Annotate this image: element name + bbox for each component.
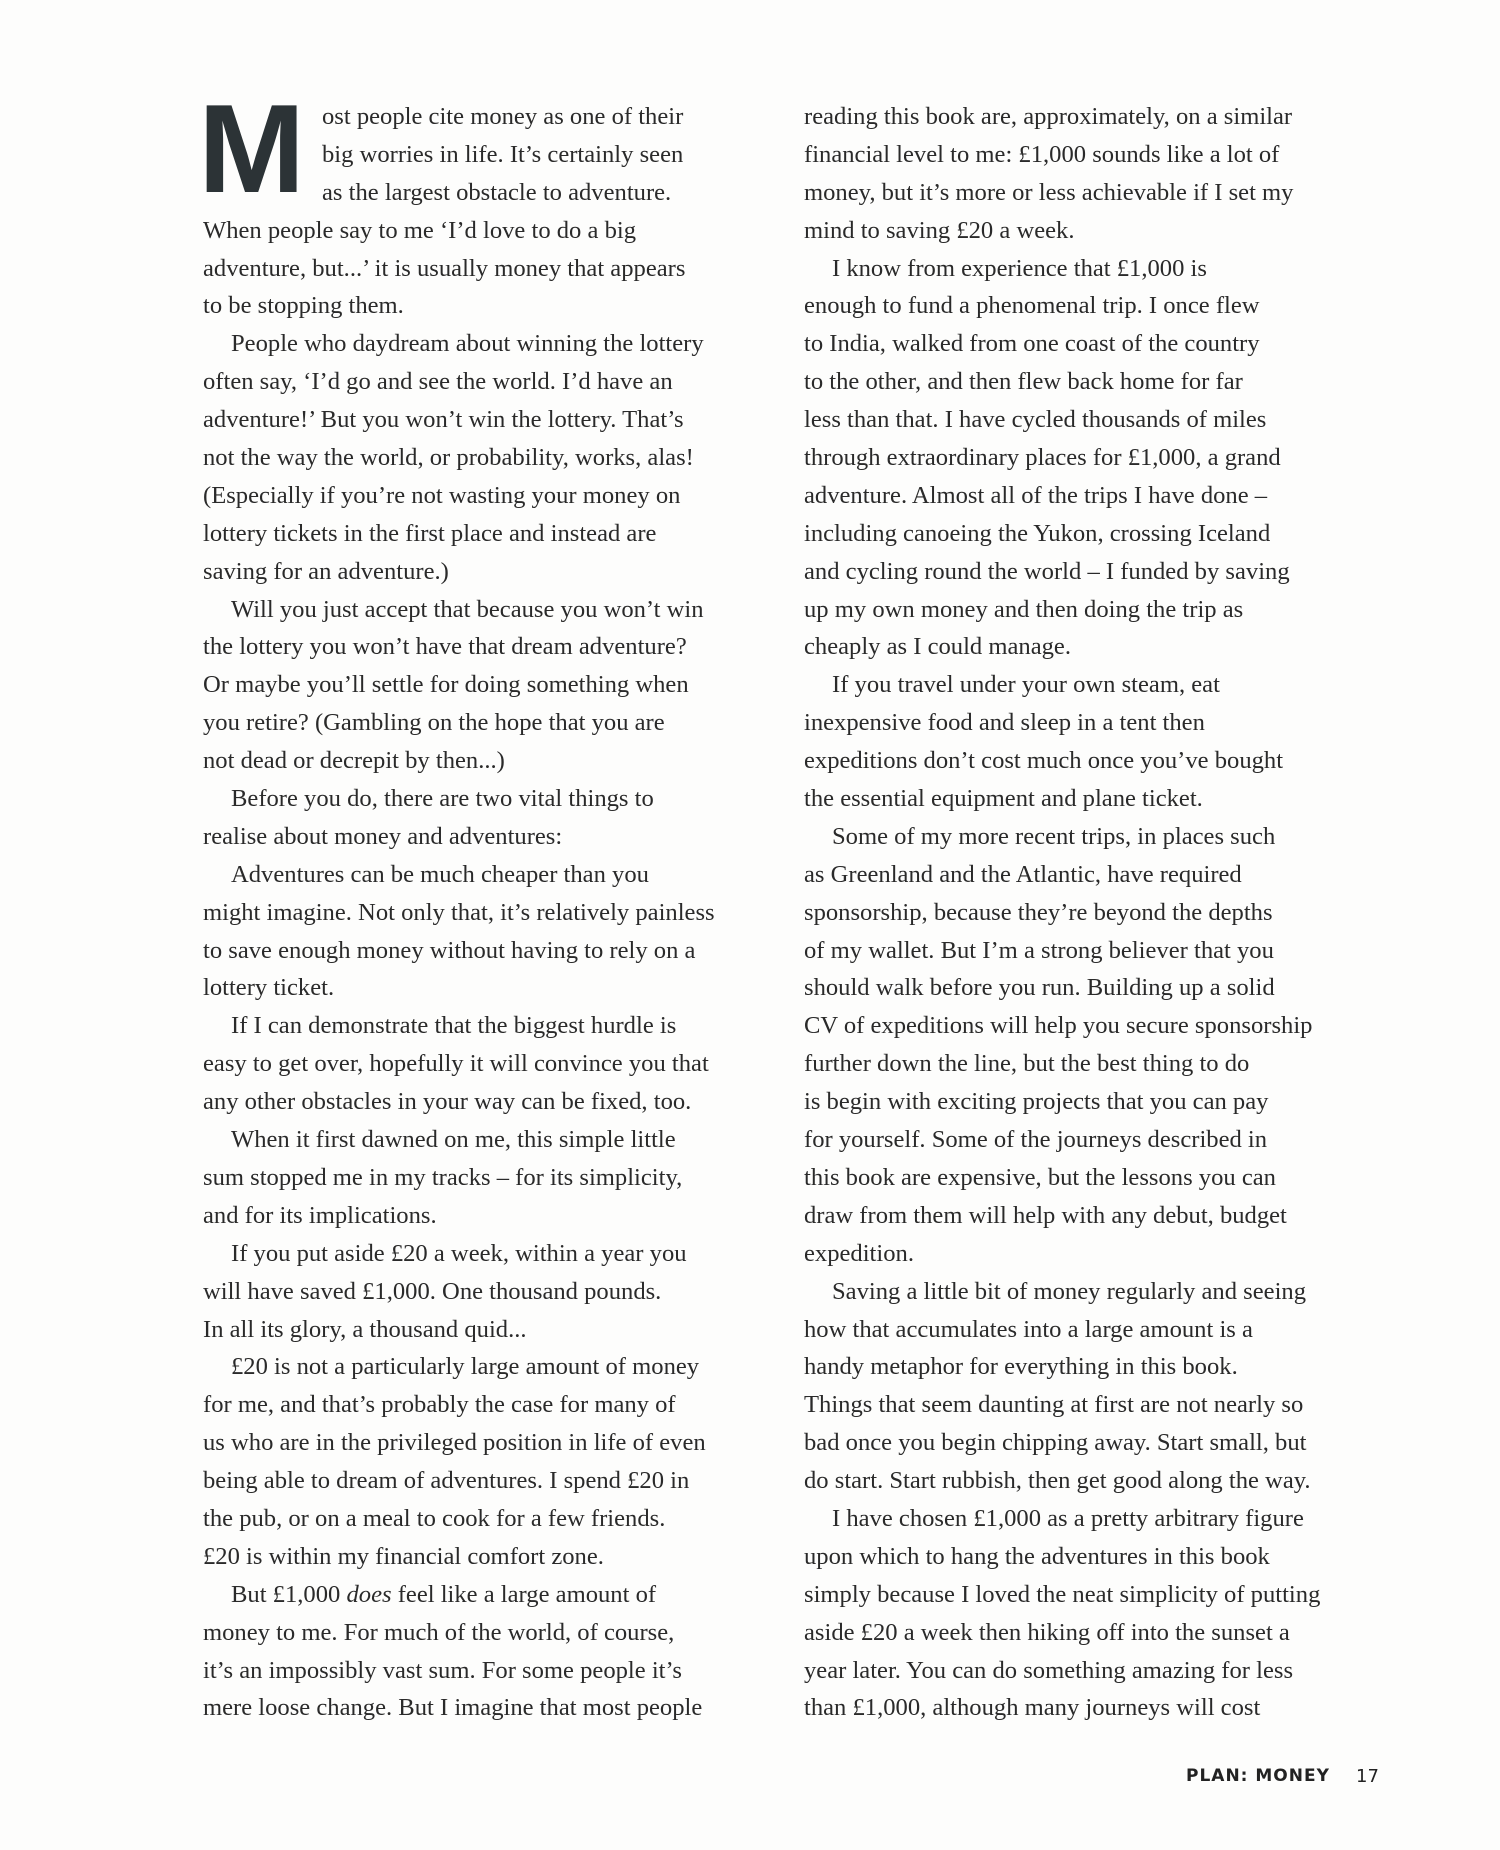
text-line [203,628,783,666]
text-line [804,591,1384,629]
text-line [804,969,1384,1007]
text-line [203,742,783,780]
line-text: People who daydream about winning the lottery [231,330,704,358]
text-line [203,1121,783,1159]
line-text: than £1,000, although many journeys will cost [804,1694,1261,1722]
line-text: financial level to me: £1,000 sounds like a lot of [804,140,1280,168]
line-text: feel like a large amount of [391,1580,657,1608]
text-line [804,553,1384,591]
text-line [203,174,783,212]
line-text: lottery tickets in the first place and instead are [203,519,657,547]
text-line [203,1007,783,1045]
line-text: enough to fund a phenomenal trip. I once flew [804,292,1260,320]
text-line [203,212,783,250]
line-text: adventure. Almost all of the trips I have done – [804,481,1268,509]
line-text: and cycling round the world – I funded by saving [804,557,1290,585]
line-text: for me, and that’s probably the case for many of [203,1391,676,1419]
text-line [804,856,1384,894]
line-text: easy to get over, hopefully it will convince you that [203,1050,709,1078]
text-line [203,1083,783,1121]
line-text: not dead or decrepit by then...) [203,747,505,775]
line-text: But £1,000 [231,1580,347,1608]
line-text: less than that. I have cycled thousands of miles [804,406,1267,434]
text-line [203,250,783,288]
text-line [203,894,783,932]
line-text: Things that seem daunting at first are not nearly so [804,1391,1304,1419]
text-line [804,212,1384,250]
line-text: saving for an adventure.) [203,557,449,585]
line-text: money to me. For much of the world, of course, [203,1618,675,1646]
line-text: often say, ‘I’d go and see the world. I’d have an [203,368,673,396]
line-text: £20 is not a particularly large amount of money [231,1353,700,1381]
text-line [804,1500,1384,1538]
line-text: the lottery you won’t have that dream adventure? [203,633,687,661]
text-line [804,704,1384,742]
line-text: not the way the world, or probability, works, alas! [203,444,694,472]
text-line [203,1424,783,1462]
text-line [804,628,1384,666]
page-number: 17 [1356,1766,1379,1787]
text-line [804,287,1384,325]
line-text: for yourself. Some of the journeys described in [804,1126,1268,1154]
line-text: draw from them will help with any debut, budget [804,1201,1287,1229]
text-line [203,1311,783,1349]
text-line [203,1500,783,1538]
text-line [203,969,783,1007]
line-text: any other obstacles in your way can be fixed, too. [203,1088,692,1116]
line-text: Before you do, there are two vital things to [231,785,654,813]
text-line [804,174,1384,212]
line-text: adventure, but...’ it is usually money that appears [203,254,686,282]
text-line [203,363,783,401]
line-text: year later. You can do something amazing for less [804,1656,1294,1684]
text-line [203,401,783,439]
line-text: as the largest obstacle to adventure. [322,178,672,206]
text-line [203,1538,783,1576]
text-line [804,477,1384,515]
text-line [804,742,1384,780]
text-line [804,780,1384,818]
text-line [203,439,783,477]
line-text: lottery ticket. [203,974,335,1002]
text-line [804,1273,1384,1311]
line-text: Or maybe you’ll settle for doing something when [203,671,689,699]
text-line [203,780,783,818]
line-text: bad once you begin chipping away. Start small, but [804,1429,1307,1457]
text-line [804,1614,1384,1652]
line-text: In all its glory, a thousand quid... [203,1315,527,1343]
text-line [203,1689,783,1727]
text-line [804,1235,1384,1273]
text-line [203,515,783,553]
text-line [804,1007,1384,1045]
line-text: inexpensive food and sleep in a tent then [804,709,1205,737]
line-text: money, but it’s more or less achievable if I set my [804,178,1294,206]
text-line [203,1576,783,1614]
text-line [203,1652,783,1690]
text-line [804,401,1384,439]
line-text: expedition. [804,1239,914,1267]
text-line [804,136,1384,174]
right-column [804,98,1384,1727]
line-text: sponsorship, because they’re beyond the depths [804,898,1273,926]
text-line [203,1462,783,1500]
text-line [203,553,783,591]
text-line [804,515,1384,553]
line-text: including canoeing the Yukon, crossing Iceland [804,519,1271,547]
line-text: it’s an impossibly vast sum. For some people it’s [203,1656,682,1684]
text-line [203,704,783,742]
line-text: being able to dream of adventures. I spend £20 in [203,1467,690,1495]
line-text: When it first dawned on me, this simple little [231,1126,676,1154]
text-line [203,1197,783,1235]
line-text: I know from experience that £1,000 is [832,254,1207,282]
line-text: the pub, or on a meal to cook for a few friends. [203,1504,666,1532]
line-text: the essential equipment and plane ticket. [804,785,1203,813]
text-line [804,250,1384,288]
text-line [804,894,1384,932]
line-text: realise about money and adventures: [203,822,563,850]
line-text: big worries in life. It’s certainly seen [322,140,684,168]
running-footer-section: PLAN: MONEY [1186,1766,1330,1786]
line-text: will have saved £1,000. One thousand pounds. [203,1277,662,1305]
line-text: up my own money and then doing the trip as [804,595,1244,623]
line-text: When people say to me ‘I’d love to do a big [203,216,636,244]
line-text: upon which to hang the adventures in this book [804,1542,1270,1570]
line-text: sum stopped me in my tracks – for its simplicity, [203,1163,683,1191]
text-line [804,1538,1384,1576]
line-text: to the other, and then flew back home for far [804,368,1243,396]
line-text: is begin with exciting projects that you can pay [804,1088,1269,1116]
line-text: If you travel under your own steam, eat [832,671,1220,699]
line-text: us who are in the privileged position in life of even [203,1429,706,1457]
text-line [203,325,783,363]
text-line [804,1311,1384,1349]
text-line [203,1348,783,1386]
line-text: If I can demonstrate that the biggest hurdle is [231,1012,677,1040]
text-line [203,856,783,894]
text-line [203,1386,783,1424]
text-line [203,666,783,704]
left-column [203,98,783,1727]
line-text: to save enough money without having to rely on a [203,936,696,964]
text-line [203,1159,783,1197]
text-line [203,591,783,629]
text-line [804,1462,1384,1500]
text-line [804,666,1384,704]
line-text: I have chosen £1,000 as a pretty arbitrary figure [832,1504,1304,1532]
text-line [804,1652,1384,1690]
line-text: Will you just accept that because you won’t win [231,595,704,623]
line-text: you retire? (Gambling on the hope that you are [203,709,665,737]
line-text: cheaply as I could manage. [804,633,1072,661]
line-text: of my wallet. But I’m a strong believer that you [804,936,1274,964]
text-line [804,1197,1384,1235]
line-text: and for its implications. [203,1201,437,1229]
text-line [804,439,1384,477]
text-line [804,1159,1384,1197]
line-text: mind to saving £20 a week. [804,216,1075,244]
text-line [804,1121,1384,1159]
line-text: Some of my more recent trips, in places such [832,822,1276,850]
line-text: CV of expeditions will help you secure sponsorship [804,1012,1313,1040]
emphasis-text: does [346,1580,392,1608]
line-text: reading this book are, approximately, on a similar [804,103,1293,130]
text-line [804,1689,1384,1727]
text-line [203,477,783,515]
line-text: further down the line, but the best thing to do [804,1050,1250,1078]
line-text: mere loose change. But I imagine that most people [203,1694,703,1722]
line-text: might imagine. Not only that, it’s relatively painless [203,898,715,926]
text-line [804,363,1384,401]
line-text: expeditions don’t cost much once you’ve bought [804,747,1284,775]
drop-cap: M [198,78,304,219]
text-line [203,1614,783,1652]
line-text: how that accumulates into a large amount is a [804,1315,1253,1343]
line-text: should walk before you run. Building up a solid [804,974,1275,1002]
line-text: this book are expensive, but the lessons you can [804,1163,1276,1191]
text-line [203,818,783,856]
text-line [203,287,783,325]
line-text: (Especially if you’re not wasting your money on [203,481,681,509]
text-line [804,1083,1384,1121]
text-line [804,1386,1384,1424]
line-text: aside £20 a week then hiking off into the sunset a [804,1618,1290,1646]
line-text: £20 is within my financial comfort zone. [203,1542,604,1570]
line-text: ost people cite money as one of their [322,103,684,130]
line-text: to India, walked from one coast of the country [804,330,1260,358]
line-text: Adventures can be much cheaper than you [231,860,649,888]
text-line [203,1235,783,1273]
text-line [203,98,783,136]
text-line [203,1045,783,1083]
text-line [804,818,1384,856]
text-line [203,932,783,970]
line-text: adventure!’ But you won’t win the lottery. That’s [203,406,684,434]
line-text: simply because I loved the neat simplicity of putting [804,1580,1321,1608]
line-text: as Greenland and the Atlantic, have required [804,860,1242,888]
line-text: If you put aside £20 a week, within a year you [231,1239,687,1267]
text-line [804,325,1384,363]
text-line [203,136,783,174]
text-line [804,932,1384,970]
text-line [804,1348,1384,1386]
text-line [804,1045,1384,1083]
line-text: Saving a little bit of money regularly and seeing [832,1277,1306,1305]
text-line [804,1424,1384,1462]
text-line [203,1273,783,1311]
line-text: do start. Start rubbish, then get good along the way. [804,1467,1311,1495]
text-line [804,98,1384,136]
line-text: to be stopping them. [203,292,404,320]
line-text: through extraordinary places for £1,000, a grand [804,444,1281,472]
text-line [804,1576,1384,1614]
line-text: handy metaphor for everything in this book. [804,1353,1238,1381]
